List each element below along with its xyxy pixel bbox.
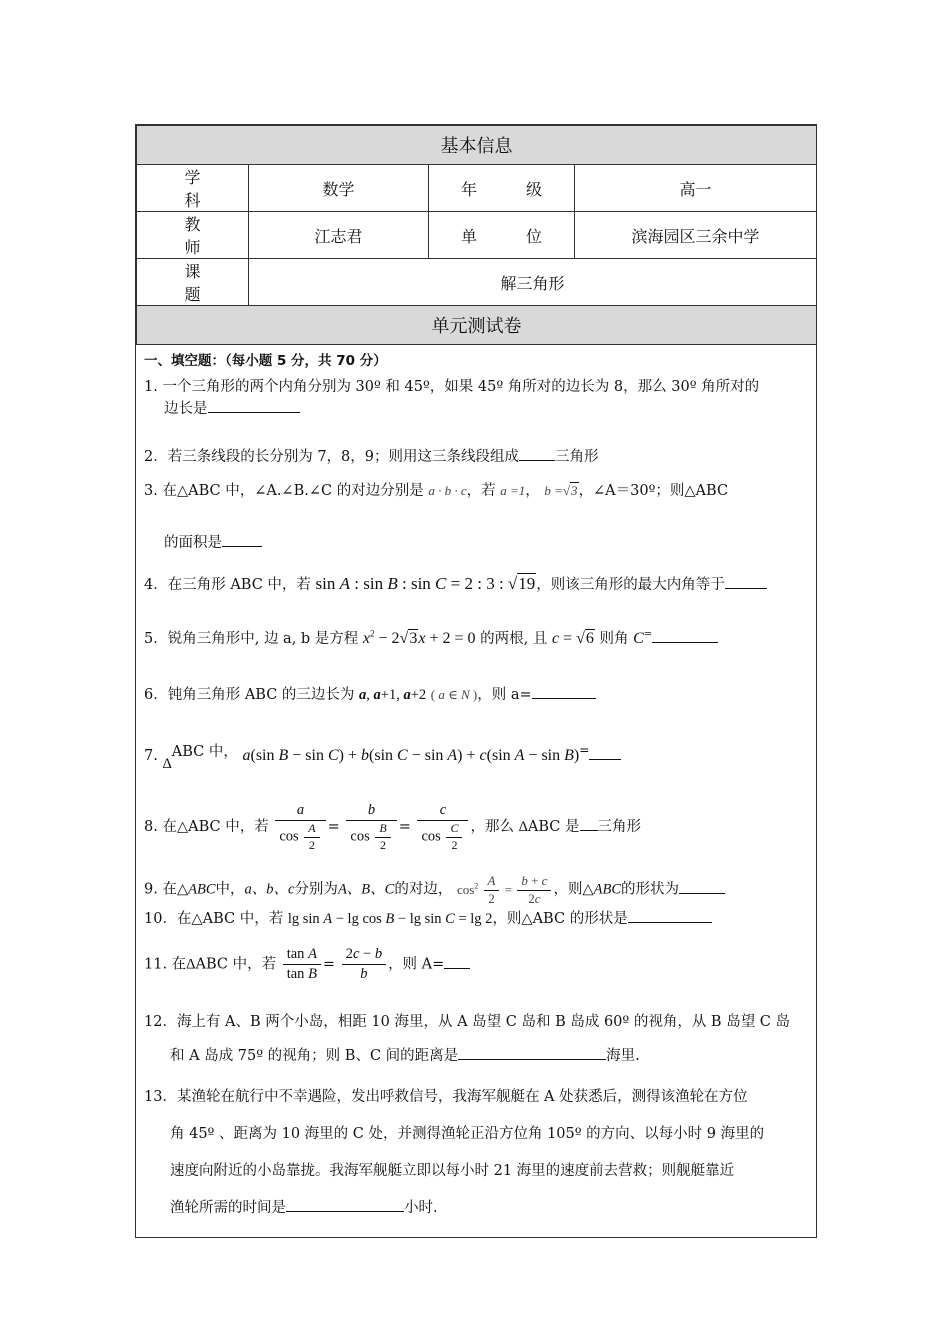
answer-blank <box>222 534 262 547</box>
unit-value: 滨海园区三余中学 <box>575 212 817 259</box>
formula-fraction-b: b cos $\frac{B}{2}$ <box>346 801 396 853</box>
formula-quadratic: $x^2 - 2√3x + 2 = 0$ <box>362 628 476 648</box>
basic-info-table <box>136 125 817 345</box>
formula-log-equation: lg sin A − lg cos B − lg sin C = lg 2 <box>287 911 493 928</box>
answer-blank <box>725 576 767 589</box>
side-names: a、b、c <box>244 881 295 898</box>
answer-blank <box>580 818 598 831</box>
question-9: 9. 在△ABC中，a、b、c分别为A、B、C的对边， $\cos^2$ $\frac{A}{2}$ = $\frac{b + c}{2c}$ ，则△ABC的形状为 <box>144 873 808 909</box>
formula-a-in-n: ( a ∈ N ) <box>430 687 478 703</box>
question-5: 5．锐角三角形中, 边 a, b 是方程 $x^2 - 2√3x + 2 = 0$ 的两根, 且 c = √6 则角 C= <box>144 627 808 685</box>
formula-side-ratio: $\frac{2c - b}{b}$ <box>342 945 386 984</box>
question-13: 13．某渔轮在航行中不幸遇险，发出呼救信号，我海军舰艇在 A 处获悉后，测得该渔轮在方位 角 45º 、距离为 10 海里的 C 处，并测得渔轮正沿方位角 105º 的方向、以每小时 9 海里的 速度向附近的小岛靠拢。我海军舰艇立即以每小时 21 海里的速度前去营救；则舰艇靠近 渔轮所需的时间是 小时. <box>144 1089 765 1217</box>
topic-label: 课 题 <box>137 259 249 306</box>
formula-b-value: b =√3 <box>544 483 578 499</box>
answer-blank <box>589 749 621 760</box>
subject-value: 数学 <box>249 165 429 212</box>
answer-blank <box>532 686 596 699</box>
question-7: 7. ΔABC 中， a(sin B − sin C) + b(sin C − sin A) + c(sin A − sin B)= <box>144 741 808 801</box>
teacher-value: 江志君 <box>249 212 429 259</box>
formula-angle-c: C <box>633 630 644 648</box>
triangle-symbol: Δ <box>186 956 196 973</box>
question-11: 11. 在ΔABC 中，若 $\frac{\text{tan A}}{\text{tan B}}$ = $\frac{2c - b}{b}$ ，则 A= <box>144 945 808 1005</box>
formula-cos-squared: $\cos^2$ $\frac{A}{2}$ = $\frac{b + c}{2c}$ <box>457 882 554 897</box>
formula-c-value: c = √6 <box>551 630 594 648</box>
question-1: 1. 一个三角形的两个内角分别为 30º 和 45º，如果 45º 角所对的边长为 8，那么 30º 角所对的 边长是 <box>144 379 760 417</box>
answer-blank <box>208 400 300 413</box>
formula-sides: a · b · c <box>428 483 467 499</box>
answer-blank <box>458 1047 606 1060</box>
grade-value: 高一 <box>575 165 817 212</box>
question-3: 3. 在△ABC 中，∠A.∠B.∠C 的对边分别是 a · b · c，若 a =1， b =√3，∠A＝30º；则△ABC 的面积是 <box>144 483 729 551</box>
question-2: 2．若三条线段的长分别为 7，8，9；则用这三条线段组成 三角形 <box>144 449 599 466</box>
unit-label: 单 位 <box>429 212 575 259</box>
formula-expression: a(sin B − sin C) + b(sin C − sin A) + c(sin A − sin B) <box>242 747 580 765</box>
question-list <box>136 345 816 1237</box>
answer-blank <box>519 448 555 461</box>
formula-fraction-c: c cos $\frac{C}{2}$ <box>417 801 468 853</box>
section-heading: 一、填空题：（每小题 5 分，共 70 分） <box>144 353 387 369</box>
triangle-symbol: Δ <box>518 819 528 836</box>
subject-label: 学 科 <box>137 165 249 212</box>
question-10: 10．在△ABC 中，若 lg sin A − lg cos B − lg sin C = lg 2，则△ABC 的形状是 <box>144 909 808 945</box>
question-4: 4．在三角形 ABC 中，若 sin A : sin B : sin C = 2 : 3 : √19，则该三角形的最大内角等于 <box>144 571 808 627</box>
angle-names: A、B、C <box>337 881 395 898</box>
formula-sine-ratio: sin A : sin B : sin C = 2 : 3 : √19 <box>315 574 536 594</box>
question-6: 6．钝角三角形 ABC 的三边长为 a, a+1, a+2 ( a ∈ N )，则 a= <box>144 685 808 741</box>
answer-blank <box>679 881 725 894</box>
triangle-name: ABC <box>188 881 216 898</box>
answer-blank <box>286 1199 404 1212</box>
formula-a-value: a =1 <box>500 483 526 499</box>
question-8: 8. 在△ABC 中，若 a cos $\frac{A}{2}$ = b cos $\frac{B}{2}$ = c cos $\frac{C}{2}$ ，那么 ΔABC 是 三角形 <box>144 802 641 852</box>
question-12: 12．海上有 A、B 两个小岛，相距 10 海里，从 A 岛望 C 岛和 B 岛成 60º 的视角，从 B 岛望 C 岛 和 A 岛成 75º 的视角；则 B、C 间的距离是 海里. <box>144 1014 791 1065</box>
test-title: 单元测试卷 <box>137 306 817 345</box>
worksheet <box>135 124 817 1238</box>
basic-info-heading: 基本信息 <box>137 126 817 165</box>
formula-tan-ratio: $\frac{\text{tan A}}{\text{tan B}}$ <box>283 945 321 984</box>
answer-blank <box>444 956 470 969</box>
formula-sides-abc: a, a+1, a+2 <box>359 687 427 704</box>
teacher-label: 教 师 <box>137 212 249 259</box>
answer-blank <box>652 630 718 643</box>
formula-fraction-a: a cos $\frac{A}{2}$ <box>275 801 325 853</box>
triangle-symbol: Δ <box>162 756 172 773</box>
triangle-name: ABC <box>593 881 621 898</box>
topic-value: 解三角形 <box>249 259 817 306</box>
answer-blank <box>628 910 712 923</box>
grade-label: 年 级 <box>429 165 575 212</box>
